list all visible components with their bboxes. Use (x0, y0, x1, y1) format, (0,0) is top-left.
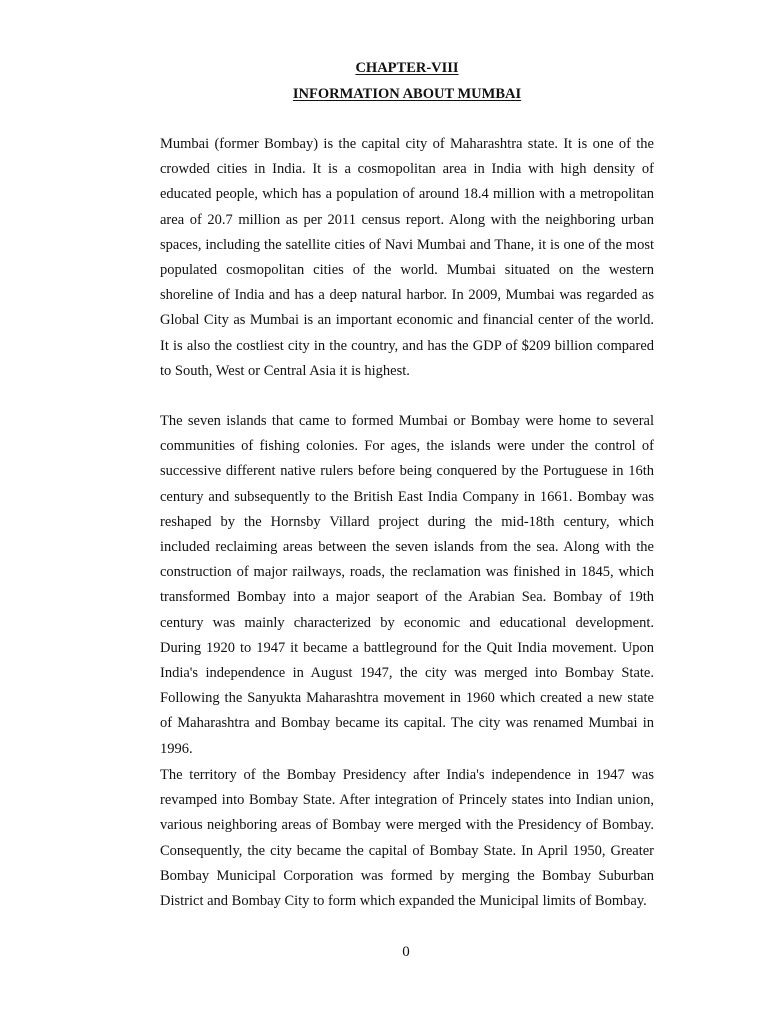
paragraph-bombay-state: The territory of the Bombay Presidency after India's independence in 1947 was revamped into Bombay State. After integration of Princely states into Indian union, various neighboring areas of Bombay were merged with the Presidency of Bombay. Consequently, the city became the capital of Bombay State. In April 1950, Greater Bombay Municipal Corporation was formed by merging the Bombay Suburban District and Bombay City to form which expanded the Municipal limits of Bombay. (160, 767, 654, 910)
section-title: INFORMATION ABOUT MUMBAI (292, 86, 522, 102)
paragraph-mumbai-history: The seven islands that came to formed Mumbai or Bombay were home to several communities of fishing colonies. For ages, the islands were under the control of successive different native rulers before being conquered by the Portuguese in 16th century and subsequently to the British East India Company in 1661. Bombay was reshaped by the Hornsby Villard project during the mid-18th century, which included reclaiming areas between the seven islands from the sea. Along with the construction of major railways, roads, the reclamation was finished in 1845, which transformed Bombay into a major seaport of the Arabian Sea. Bombay of 19th century was mainly characterized by economic and educational development. During 1920 to 1947 it became a battleground for the Quit India movement. Upon India's independence in August 1947, the city was merged into Bombay State. Following the Sanyukta Maharashtra movement in 1960 which created a new state of Maharashtra and Bombay became its capital. The city was renamed Mumbai in 1996. (160, 413, 654, 757)
page-number: 0 (402, 944, 410, 960)
chapter-title: CHAPTER-VIII (355, 60, 459, 76)
paragraph-mumbai-overview: Mumbai (former Bombay) is the capital city of Maharashtra state. It is one of the crowded cities in India. It is a cosmopolitan area in India with high density of educated people, which has a population of around 18.4 million with a metropolitan area of 20.7 million as per 2011 census report. Along with the neighboring urban spaces, including the satellite cities of Navi Mumbai and Thane, it is one of the most populated cosmopolitan cities of the world. Mumbai situated on the western shoreline of India and has a deep natural harbor. In 2009, Mumbai was regarded as Global City as Mumbai is an important economic and financial center of the world. It is also the costliest city in the country, and has the GDP of $209 billion compared to South, West or Central Asia it is highest. (160, 136, 654, 379)
